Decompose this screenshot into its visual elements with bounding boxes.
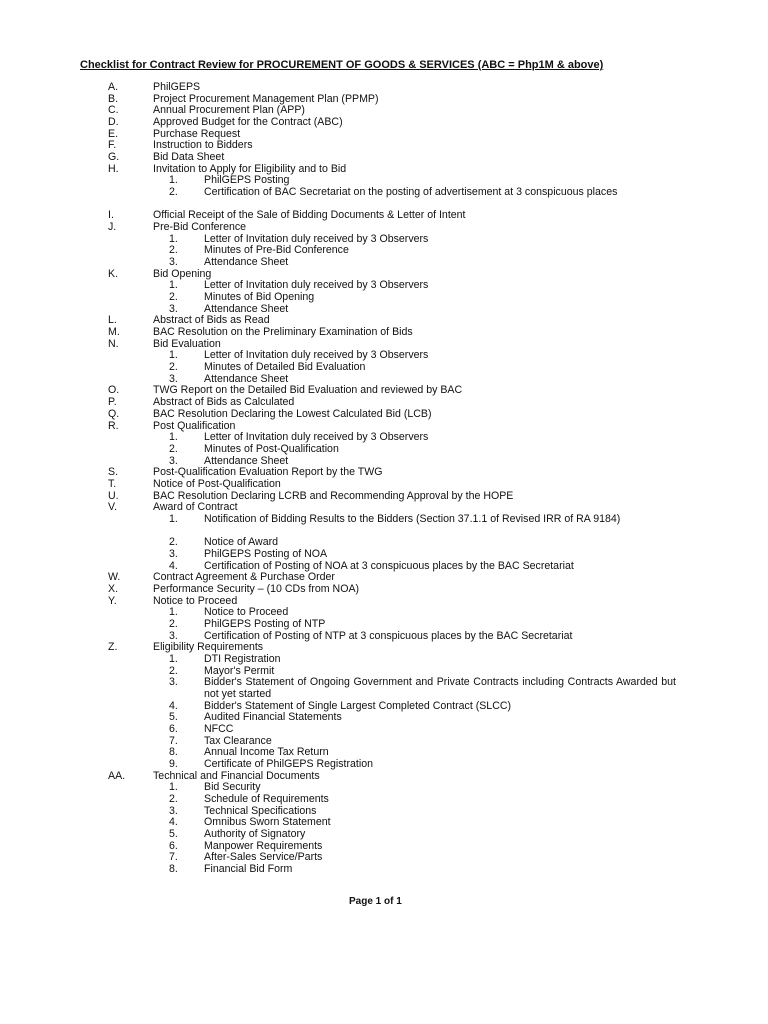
item-text: Audited Financial Statements (204, 711, 342, 724)
item-text: Bid Security (204, 781, 261, 794)
item-letter: X. (108, 582, 119, 595)
item-text: Minutes of Detailed Bid Evaluation (204, 361, 366, 374)
item-text: Certification of BAC Secretariat on the posting of advertisement at 3 conspicuous places (204, 186, 618, 199)
item-text: Purchase Request (153, 127, 241, 140)
item-text: TWG Report on the Detailed Bid Evaluation and reviewed by BAC (153, 384, 463, 397)
checklist-subitem (0, 234, 768, 246)
item-text: Bid Data Sheet (153, 151, 225, 164)
item-number: 6. (169, 839, 178, 852)
checklist-subitem (0, 432, 768, 444)
item-text: Letter of Invitation duly received by 3 Observers (204, 431, 429, 444)
checklist-subitem (0, 187, 768, 210)
item-text: Omnibus Sworn Statement (204, 816, 331, 829)
checklist-subitem (0, 280, 768, 292)
item-letter: K. (108, 267, 119, 280)
checklist-subitem (0, 549, 768, 561)
item-text: Notice of Award (204, 536, 279, 549)
item-letter: O. (108, 384, 120, 397)
item-text: BAC Resolution Declaring LCRB and Recommending Approval by the HOPE (153, 489, 514, 502)
item-text: Letter of Invitation duly received by 3 Observers (204, 279, 429, 292)
item-text: Letter of Invitation duly received by 3 Observers (204, 349, 429, 362)
item-number: 3. (169, 804, 178, 817)
item-text: Notification of Bidding Results to the Bidders (Section 37.1.1 of Revised IRR of RA 9184) (204, 512, 621, 525)
item-number: 2. (169, 442, 178, 455)
item-letter: A. (108, 81, 119, 93)
item-letter: B. (108, 92, 119, 105)
item-letter: J. (108, 221, 117, 234)
item-text: Letter of Invitation duly received by 3 Observers (204, 232, 429, 245)
item-text: Bidder's Statement of Ongoing Government and Private Contracts including Contracts Awarded but not yet started (204, 676, 676, 700)
item-number: 1. (169, 431, 178, 444)
item-letter: Z. (108, 641, 118, 654)
checklist-item (0, 596, 768, 608)
item-text: PhilGEPS (153, 81, 201, 93)
item-text: Abstract of Bids as Calculated (153, 396, 295, 409)
item-text: Tax Clearance (204, 734, 272, 747)
checklist-subitem (0, 245, 768, 257)
item-number: 1. (169, 232, 178, 245)
item-number: 1. (169, 279, 178, 292)
item-text: Bid Evaluation (153, 337, 221, 350)
checklist-item (0, 642, 768, 654)
item-text: Annual Income Tax Return (204, 746, 329, 759)
item-text: BAC Resolution Declaring the Lowest Calculated Bid (LCB) (153, 407, 432, 420)
item-text: Notice to Proceed (153, 594, 238, 607)
item-text: Post-Qualification Evaluation Report by the TWG (153, 466, 383, 479)
item-text: PhilGEPS Posting of NOA (204, 547, 328, 560)
item-text: Certification of Posting of NTP at 3 conspicuous places by the BAC Secretariat (204, 629, 573, 642)
item-number: 2. (169, 793, 178, 806)
item-letter: H. (108, 162, 119, 175)
item-text: Schedule of Requirements (204, 793, 329, 806)
checklist-subitem (0, 444, 768, 456)
checklist-subitem (0, 794, 768, 806)
item-number: 9. (169, 758, 178, 771)
item-text: NFCC (204, 723, 234, 735)
item-letter: L. (108, 314, 117, 327)
item-letter: W. (108, 571, 121, 584)
document-title: Checklist for Contract Review for PROCUREMENT OF GOODS & SERVICES (ABC = Php1M & above) (80, 59, 604, 71)
item-text: Post Qualification (153, 419, 236, 432)
item-letter: T. (108, 477, 117, 490)
item-text: DTI Registration (204, 652, 281, 665)
item-text: Bidder's Statement of Single Largest Completed Contract (SLCC) (204, 699, 512, 712)
item-letter: C. (108, 104, 119, 117)
item-number: 1. (169, 349, 178, 362)
checklist-subitem (0, 724, 768, 736)
item-text: Mayor's Permit (204, 664, 275, 677)
checklist-subitem (0, 852, 768, 864)
checklist-subitem (0, 829, 768, 841)
item-text: Minutes of Post-Qualification (204, 442, 339, 455)
checklist-item (0, 409, 768, 421)
checklist-item (0, 584, 768, 596)
item-number: 1. (169, 606, 178, 619)
item-text: Official Receipt of the Sale of Bidding Documents & Letter of Intent (153, 209, 466, 222)
item-text: Authority of Signatory (204, 828, 306, 841)
item-text: Technical and Financial Documents (153, 769, 320, 782)
item-text: Minutes of Bid Opening (204, 291, 315, 304)
item-number: 5. (169, 711, 178, 724)
item-text: Minutes of Pre-Bid Conference (204, 244, 349, 257)
item-number: 7. (169, 734, 178, 747)
checklist-subitem (0, 747, 768, 759)
checklist-item (0, 222, 768, 234)
item-text: Technical Specifications (204, 804, 317, 817)
item-number: 3. (169, 629, 178, 642)
checklist-subitem (0, 817, 768, 829)
item-letter: Y. (108, 594, 117, 607)
item-letter: AA. (108, 769, 126, 782)
item-number: 2. (169, 361, 178, 374)
item-text: Performance Security – (10 CDs from NOA) (153, 582, 360, 595)
item-number: 3. (169, 372, 178, 385)
item-number: 6. (169, 723, 178, 735)
checklist-subitem (0, 701, 768, 713)
item-text: Bid Opening (153, 267, 212, 280)
item-number: 1. (169, 174, 178, 187)
item-text: BAC Resolution on the Preliminary Examination of Bids (153, 326, 413, 339)
item-letter: R. (108, 419, 119, 432)
item-number: 4. (169, 816, 178, 829)
item-text: Approved Budget for the Contract (ABC) (153, 116, 343, 129)
item-letter: D. (108, 116, 119, 129)
checklist-subitem (0, 362, 768, 374)
item-number: 2. (169, 664, 178, 677)
item-number: 3. (169, 302, 178, 315)
item-letter: V. (108, 501, 118, 514)
item-number: 8. (169, 863, 178, 876)
item-letter: N. (108, 337, 119, 350)
item-text: PhilGEPS Posting of NTP (204, 617, 326, 630)
item-letter: P. (108, 396, 117, 409)
item-number: 2. (169, 617, 178, 630)
item-number: 1. (169, 781, 178, 794)
item-text: Notice to Proceed (204, 606, 289, 619)
item-text: Eligibility Requirements (153, 641, 264, 654)
item-text: Contract Agreement & Purchase Order (153, 571, 335, 584)
item-number: 2. (169, 244, 178, 257)
checklist-item (0, 82, 768, 94)
item-text: Instruction to Bidders (153, 139, 253, 152)
item-text: PhilGEPS Posting (204, 174, 290, 187)
item-number: 2. (169, 536, 178, 549)
checklist-item (0, 771, 768, 783)
item-number: 3. (169, 676, 178, 689)
item-text: Financial Bid Form (204, 863, 293, 876)
item-text: Manpower Requirements (204, 839, 323, 852)
checklist-subitem (0, 759, 768, 771)
checklist-item (0, 164, 768, 176)
checklist (0, 82, 768, 876)
item-number: 5. (169, 828, 178, 841)
checklist-subitem (0, 537, 768, 549)
checklist-subitem (0, 806, 768, 818)
item-number: 3. (169, 547, 178, 560)
item-text: Pre-Bid Conference (153, 221, 247, 234)
item-letter: G. (108, 151, 120, 164)
item-number: 2. (169, 291, 178, 304)
item-text: Project Procurement Management Plan (PPMP) (153, 92, 379, 105)
checklist-subitem (0, 864, 768, 876)
item-number: 1. (169, 512, 178, 525)
checklist-subitem (0, 292, 768, 304)
item-text: Annual Procurement Plan (APP) (153, 104, 305, 117)
item-letter: Q. (108, 407, 120, 420)
checklist-subitem (0, 712, 768, 724)
item-letter: M. (108, 326, 120, 339)
checklist-subitem (0, 350, 768, 362)
item-letter: F. (108, 139, 117, 152)
item-text: Attendance Sheet (204, 256, 289, 269)
page-number: Page 1 of 1 (349, 896, 402, 907)
item-text: Certification of Posting of NOA at 3 conspicuous places by the BAC Secretariat (204, 559, 574, 572)
item-text: Abstract of Bids as Read (153, 314, 270, 327)
checklist-subitem (0, 257, 768, 269)
checklist-subitem (0, 841, 768, 853)
item-letter: S. (108, 466, 119, 479)
item-letter: E. (108, 127, 119, 140)
item-number: 8. (169, 746, 178, 759)
item-text: Attendance Sheet (204, 372, 289, 385)
checklist-subitem (0, 514, 768, 537)
checklist-subitem (0, 736, 768, 748)
item-number: 7. (169, 851, 178, 864)
checklist-subitem (0, 607, 768, 619)
item-text: Notice of Post-Qualification (153, 477, 281, 490)
item-text: Award of Contract (153, 501, 238, 514)
item-text: Attendance Sheet (204, 454, 289, 467)
checklist-subitem (0, 677, 768, 700)
checklist-item (0, 152, 768, 164)
item-number: 1. (169, 652, 178, 665)
item-number: 4. (169, 559, 178, 572)
checklist-subitem (0, 619, 768, 631)
checklist-item (0, 117, 768, 129)
item-number: 2. (169, 186, 178, 199)
item-text: Attendance Sheet (204, 302, 289, 315)
item-text: Certificate of PhilGEPS Registration (204, 758, 373, 771)
checklist-subitem (0, 654, 768, 666)
item-letter: U. (108, 489, 119, 502)
checklist-subitem (0, 782, 768, 794)
item-number: 3. (169, 454, 178, 467)
checklist-item (0, 479, 768, 491)
item-number: 4. (169, 699, 178, 712)
item-text: After-Sales Service/Parts (204, 851, 323, 864)
item-number: 3. (169, 256, 178, 269)
item-text: Invitation to Apply for Eligibility and to Bid (153, 162, 347, 175)
item-letter: I. (108, 209, 114, 222)
